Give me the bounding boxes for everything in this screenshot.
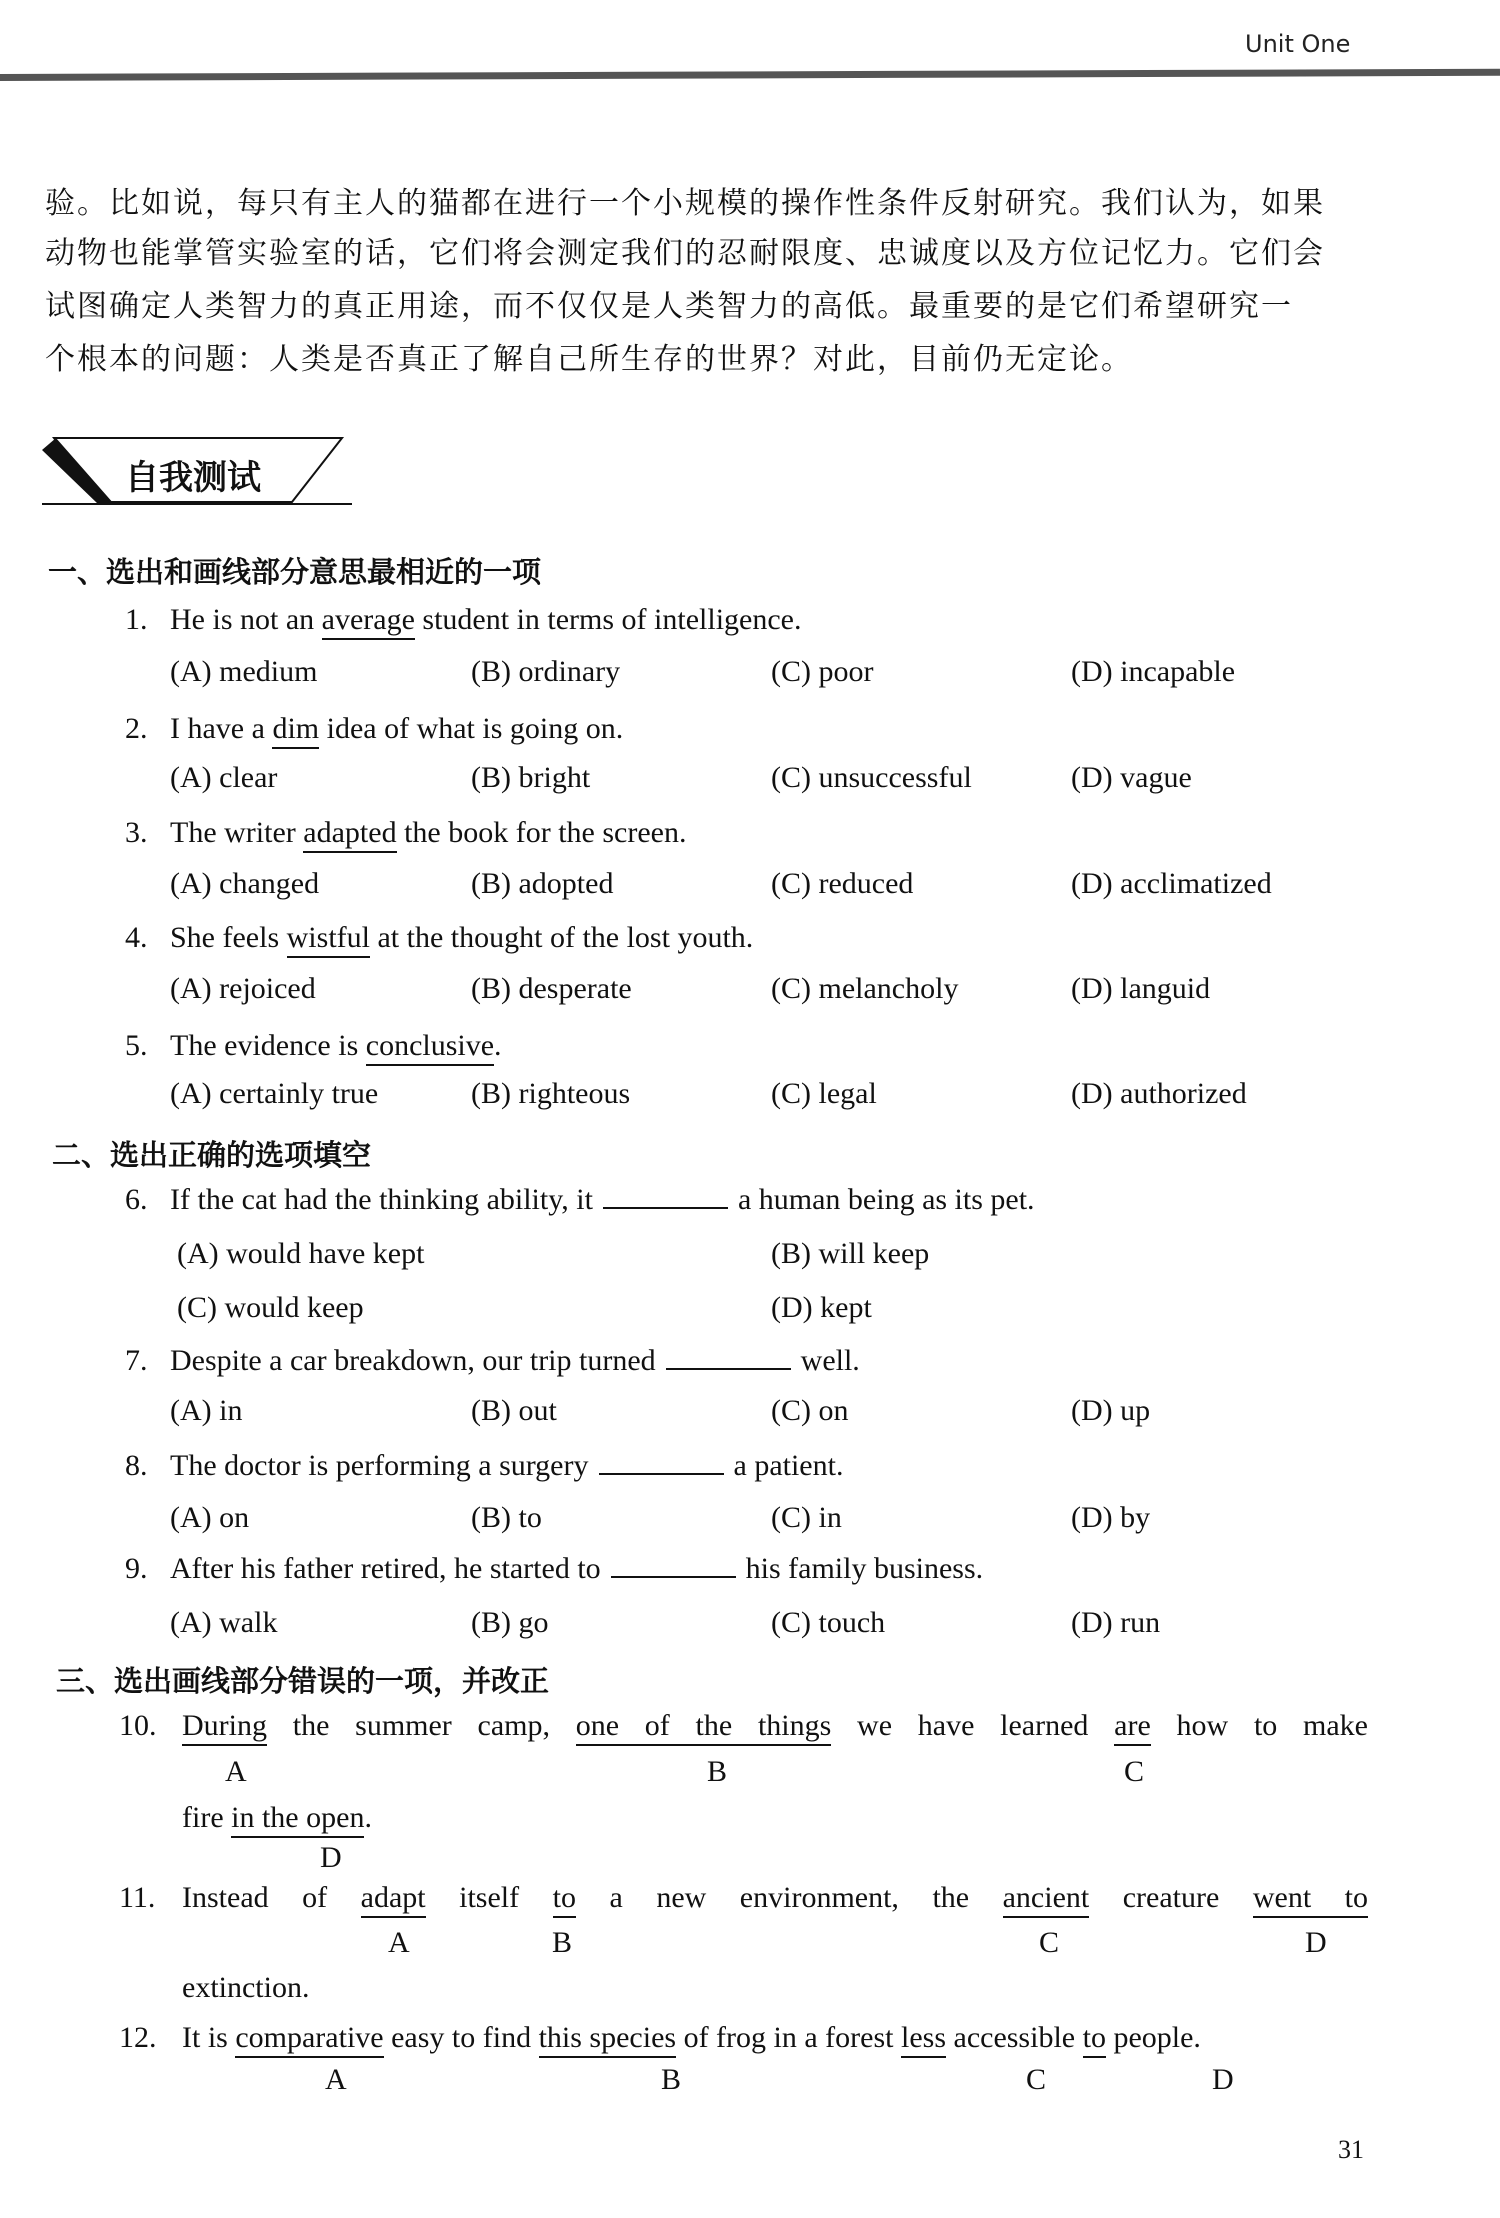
answer-option: (A) in	[170, 1394, 243, 1427]
stem-text: how to make	[1150, 1709, 1368, 1742]
stem-text: I have a	[170, 712, 273, 745]
stem-text: idea of what is going on.	[319, 712, 624, 745]
stem-text: easy to find	[383, 2021, 539, 2054]
answer-option: (B) will keep	[771, 1237, 930, 1270]
answer-option: (D) up	[1071, 1394, 1151, 1427]
answer-option: (C) reduced	[771, 867, 914, 900]
answer-option: (D) vague	[1071, 761, 1192, 794]
choice-marker: D	[1305, 1926, 1327, 1959]
section-heading: 三、选出画线部分错误的一项，并改正	[56, 1664, 550, 1698]
underlined-phrase: adapt	[361, 1881, 426, 1918]
question-stem-line	[182, 1798, 372, 1838]
question-number: 10.	[119, 1709, 157, 1742]
underlined-phrase: During	[182, 1709, 267, 1746]
answer-option: (A) walk	[170, 1606, 278, 1639]
stem-text: The doctor is performing a surgery	[170, 1449, 589, 1482]
answer-option: (C) touch	[771, 1606, 886, 1639]
answer-blank	[599, 1447, 724, 1475]
question-number: 4.	[125, 921, 148, 954]
question-stem	[170, 1026, 502, 1066]
underlined-phrase: dim	[272, 712, 319, 749]
stem-text: accessible	[946, 2021, 1083, 2054]
answer-blank	[611, 1550, 736, 1578]
stem-text: creature	[1089, 1881, 1253, 1914]
question-number: 7.	[125, 1344, 148, 1377]
stem-text: at the thought of the lost youth.	[369, 921, 754, 954]
stem-text: She feels	[170, 921, 287, 954]
header-rule	[0, 69, 1500, 81]
unit-header: Unit One	[1245, 30, 1351, 58]
choice-marker: A	[388, 1926, 410, 1959]
answer-option: (A) medium	[170, 655, 318, 688]
question-stem	[170, 600, 801, 640]
stem-text: .	[494, 1029, 502, 1062]
question-stem	[170, 709, 623, 749]
stem-text: the summer camp,	[267, 1709, 576, 1742]
stem-text: extinction.	[182, 1971, 310, 2004]
stem-text: the book for the screen.	[396, 816, 687, 849]
paragraph-line: 个根本的问题：人类是否真正了解自己所生存的世界？对此，目前仍无定论。	[45, 342, 1133, 377]
answer-option: (A) clear	[170, 761, 278, 794]
question-stem	[170, 1446, 843, 1486]
stem-text: a human being as its pet.	[737, 1183, 1035, 1216]
page-number: 31	[1338, 2135, 1364, 2164]
question-number: 3.	[125, 816, 148, 849]
question-number: 5.	[125, 1029, 148, 1062]
choice-marker: C	[1124, 1755, 1145, 1788]
answer-option: (D) by	[1071, 1501, 1151, 1534]
stem-text: people.	[1105, 2021, 1201, 2054]
underlined-phrase: comparative	[235, 2021, 383, 2058]
stem-text: The writer	[170, 816, 304, 849]
stem-text: It is	[182, 2021, 236, 2054]
question-stem	[170, 813, 686, 853]
paragraph-line: 试图确定人类智力的真正用途，而不仅仅是人类智力的高低。最重要的是它们希望研究一	[45, 289, 1293, 324]
question-stem-line	[182, 2018, 1201, 2058]
underlined-phrase: average	[322, 603, 415, 640]
stem-text: .	[364, 1801, 372, 1834]
question-stem	[170, 1549, 983, 1589]
answer-option: (B) out	[471, 1394, 557, 1427]
question-number: 11.	[119, 1881, 156, 1914]
stem-text: student in terms of intelligence.	[414, 603, 802, 636]
answer-option: (B) go	[471, 1606, 549, 1639]
stem-text: a new environment, the	[575, 1881, 1003, 1914]
choice-marker: D	[1212, 2063, 1234, 2096]
underlined-phrase: went to	[1253, 1881, 1368, 1918]
question-number: 8.	[125, 1449, 148, 1482]
underlined-phrase: adapted	[303, 816, 396, 853]
choice-marker: A	[325, 2063, 347, 2096]
answer-option: (B) to	[471, 1501, 542, 1534]
answer-option: (C) would keep	[177, 1291, 364, 1324]
section-heading: 二、选出正确的选项填空	[52, 1138, 372, 1172]
stem-text: we have learned	[831, 1709, 1115, 1742]
stem-text: He is not an	[170, 603, 322, 636]
question-number: 1.	[125, 603, 148, 636]
answer-blank	[603, 1181, 728, 1209]
section-heading: 一、选出和画线部分意思最相近的一项	[48, 555, 542, 589]
stem-text: fire	[182, 1801, 232, 1834]
answer-option: (B) bright	[471, 761, 591, 794]
question-stem-line	[182, 1706, 1368, 1746]
answer-option: (C) in	[771, 1501, 842, 1534]
question-number: 6.	[125, 1183, 148, 1216]
answer-option: (B) adopted	[471, 867, 614, 900]
question-stem	[170, 918, 753, 958]
underlined-phrase: to	[553, 1881, 576, 1918]
answer-option: (C) legal	[771, 1077, 877, 1110]
choice-marker: A	[225, 1755, 247, 1788]
underlined-phrase: are	[1114, 1709, 1151, 1746]
answer-option: (A) certainly true	[170, 1077, 379, 1110]
underlined-phrase: wistful	[287, 921, 370, 958]
answer-blank	[666, 1342, 791, 1370]
answer-option: (A) rejoiced	[170, 972, 316, 1005]
stem-text: If the cat had the thinking ability, it	[170, 1183, 593, 1216]
stem-text: Despite a car breakdown, our trip turned	[170, 1344, 656, 1377]
underlined-phrase: ancient	[1003, 1881, 1090, 1918]
choice-marker: C	[1026, 2063, 1047, 2096]
underlined-phrase: in the open	[231, 1801, 364, 1838]
stem-text: of frog in a forest	[676, 2021, 901, 2054]
question-stem	[170, 1180, 1035, 1220]
choice-marker: B	[707, 1755, 728, 1788]
paragraph-line: 验。比如说，每只有主人的猫都在进行一个小规模的操作性条件反射研究。我们认为，如果	[45, 186, 1325, 221]
answer-option: (C) melancholy	[771, 972, 959, 1005]
stem-text: The evidence is	[170, 1029, 366, 1062]
question-stem-line	[182, 1968, 309, 2008]
stem-text: Instead of	[182, 1881, 361, 1914]
answer-option: (D) acclimatized	[1071, 867, 1272, 900]
answer-option: (A) changed	[170, 867, 320, 900]
underlined-phrase: less	[901, 2021, 946, 2058]
underlined-phrase: to	[1083, 2021, 1106, 2058]
answer-option: (C) poor	[771, 655, 874, 688]
choice-marker: C	[1039, 1926, 1060, 1959]
stem-text: his family business.	[745, 1552, 984, 1585]
answer-option: (D) incapable	[1071, 655, 1236, 688]
answer-option: (B) ordinary	[471, 655, 621, 688]
paragraph-line: 动物也能掌管实验室的话，它们将会测定我们的忍耐限度、忠诚度以及方位记忆力。它们会	[45, 236, 1325, 271]
answer-option: (D) languid	[1071, 972, 1211, 1005]
answer-option: (A) would have kept	[177, 1237, 425, 1270]
answer-option: (A) on	[170, 1501, 250, 1534]
answer-option: (C) on	[771, 1394, 849, 1427]
answer-option: (D) run	[1071, 1606, 1161, 1639]
section-badge-title: 自我测试	[125, 458, 261, 498]
underlined-phrase: conclusive	[366, 1029, 494, 1066]
question-number: 9.	[125, 1552, 148, 1585]
stem-text: After his father retired, he started to	[170, 1552, 601, 1585]
stem-text: itself	[425, 1881, 553, 1914]
question-number: 12.	[119, 2021, 157, 2054]
choice-marker: D	[320, 1841, 342, 1874]
answer-option: (C) unsuccessful	[771, 761, 972, 794]
question-number: 2.	[125, 712, 148, 745]
answer-option: (D) kept	[771, 1291, 872, 1324]
choice-marker: B	[552, 1926, 573, 1959]
stem-text: a patient.	[733, 1449, 844, 1482]
underlined-phrase: this species	[539, 2021, 676, 2058]
stem-text: well.	[800, 1344, 860, 1377]
choice-marker: B	[661, 2063, 682, 2096]
question-stem	[170, 1341, 860, 1381]
underlined-phrase: one of the things	[576, 1709, 832, 1746]
answer-option: (B) righteous	[471, 1077, 631, 1110]
answer-option: (D) authorized	[1071, 1077, 1247, 1110]
answer-option: (B) desperate	[471, 972, 632, 1005]
question-stem-line	[182, 1878, 1368, 1918]
